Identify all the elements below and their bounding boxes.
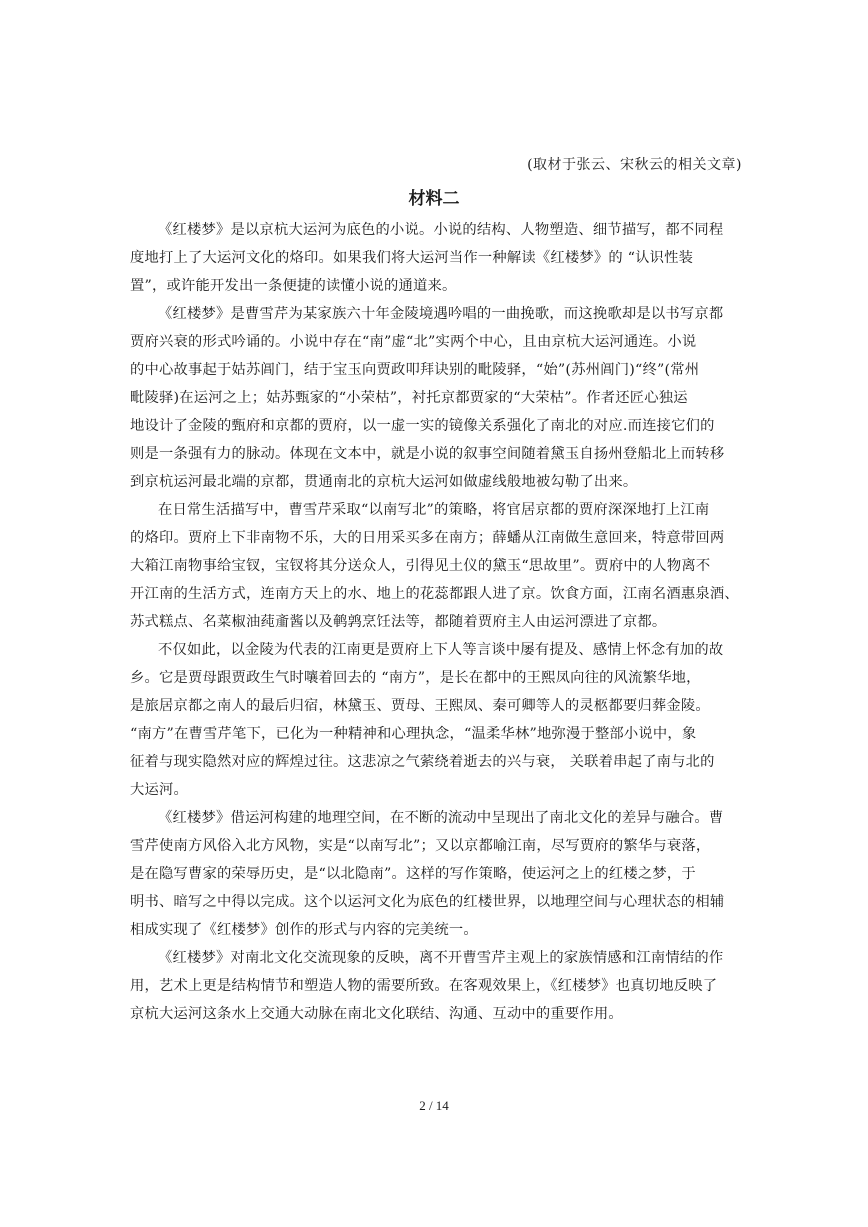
text-line: 京杭大运河这条水上交通大动脉在南北文化联结、沟通、互动中的重要作用。: [130, 1006, 623, 1022]
text-line: 度地打上了大运河文化的烙印。如果我们将大运河当作一种解读《红楼梦》的 “认识性装: [130, 250, 694, 266]
text-line: 置”，或许能开发出一条便捷的读懂小说的通道来。: [130, 278, 457, 294]
text-line: 征着与现实隐然对应的辉煌过往。这悲凉之气萦绕着逝去的兴与衰， 关联着串起了南与北的: [130, 754, 715, 770]
text-line: 大箱江南物事给宝钗，宝钗将其分送众人，引得见土仪的黛玉“思故里”。贾府中的人物离不: [130, 558, 711, 574]
text-line: “南方”在曹雪芹笔下，已化为一种精神和心理执念，“温柔华林”地弥漫于整部小说中，象: [130, 726, 697, 742]
text-line: 乡。它是贾母跟贾政生气时嚷着回去的 “南方”，是长在都中的王熙凤向往的风流繁华地，: [130, 670, 701, 686]
text-line: 的中心故事起于姑苏阊门，结于宝玉向贾政叩拜诀别的毗陵驿，“始”(苏州阊门)“终”(常州: [130, 362, 700, 378]
text-line: 是旅居京都之南人的最后归宿，林黛玉、贾母、王熙凤、秦可卿等人的灵柩都要归葬金陵。: [130, 698, 710, 714]
text-line: 不仅如此，以金陵为代表的江南更是贾府上下人等言谈中屡有提及、感情上怀念有加的故: [158, 642, 724, 658]
text-line: 相成实现了《红楼梦》创作的形式与内容的完美统一。: [130, 922, 478, 938]
source-note: (取材于张云、宋秋云的相关文章): [527, 157, 742, 173]
text-line: 毗陵驿)在运河之上；姑苏甄家的“小荣枯”，衬托京都贾家的“大荣枯”。作者还匠心独运: [130, 390, 688, 406]
text-line: 雪芹使南方风俗入北方风物，实是“以南写北”；又以京都喻江南，尽写贾府的繁华与衰落，: [130, 838, 711, 854]
text-line: 用，艺术上更是结构情节和塑造人物的需要所致。在客观效果上，《红楼梦》也真切地反映了: [130, 978, 718, 994]
text-line: 在日常生活描写中，曹雪芹采取“以南写北”的策略，将官居京都的贾府深深地打上江南: [158, 502, 710, 518]
text-line: 是在隐写曹家的荣辱历史，是“以北隐南”。这样的写作策略，使运河之上的红楼之梦，于: [130, 866, 696, 882]
text-line: 《红楼梦》借运河构建的地理空间，在不断的流动中呈现出了南北文化的差异与融合。曹: [158, 810, 724, 826]
page-number: 2 / 14: [419, 1098, 449, 1113]
text-line: 贾府兴衰的形式吟诵的。小说中存在“南”虚“北”实两个中心，且由京杭大运河通连。小说: [130, 334, 697, 350]
text-line: 《红楼梦》对南北文化交流现象的反映，离不开曹雪芹主观上的家族情感和江南情结的作: [158, 950, 724, 966]
text-line: 苏式糕点、名菜椒油莼齑酱以及鹌鹑烹饪法等，都随着贾府主人由运河漂进了京都。: [130, 614, 667, 630]
text-line: 《红楼梦》是以京杭大运河为底色的小说。小说的结构、人物塑造、细节描写，都不同程: [158, 222, 724, 238]
text-line: 《红楼梦》是曹雪芹为某家族六十年金陵境遇吟唱的一曲挽歌，而这挽歌却是以书写京都: [158, 306, 724, 322]
text-line: 则是一条强有力的脉动。体现在文本中，就是小说的叙事空间随着黛玉自扬州登船北上而转移: [130, 446, 725, 462]
text-line: 地设计了金陵的甄府和京都的贾府，以一虚一实的镜像关系强化了南北的对应.而连接它们的: [130, 418, 715, 434]
text-line: 的烙印。贾府上下非南物不乐，大的日用采买多在南方；薛蟠从江南做生意回来，特意带回两: [130, 530, 725, 546]
article-body: [130, 216, 744, 1028]
text-line: 到京杭运河最北端的京都，贯通南北的京杭大运河如做虚线般地被勾勒了出来。: [130, 474, 638, 490]
section-title: 材料二: [408, 189, 460, 209]
text-line: 大运河。: [130, 782, 188, 798]
text-line: 明书、暗写之中得以完成。这个以运河文化为底色的红楼世界，以地理空间与心理状态的相辅: [130, 894, 725, 910]
text-line: 开江南的生活方式，连南方天上的水、地上的花蕊都跟人进了京。饮食方面，江南名酒惠泉酒、: [130, 586, 739, 602]
